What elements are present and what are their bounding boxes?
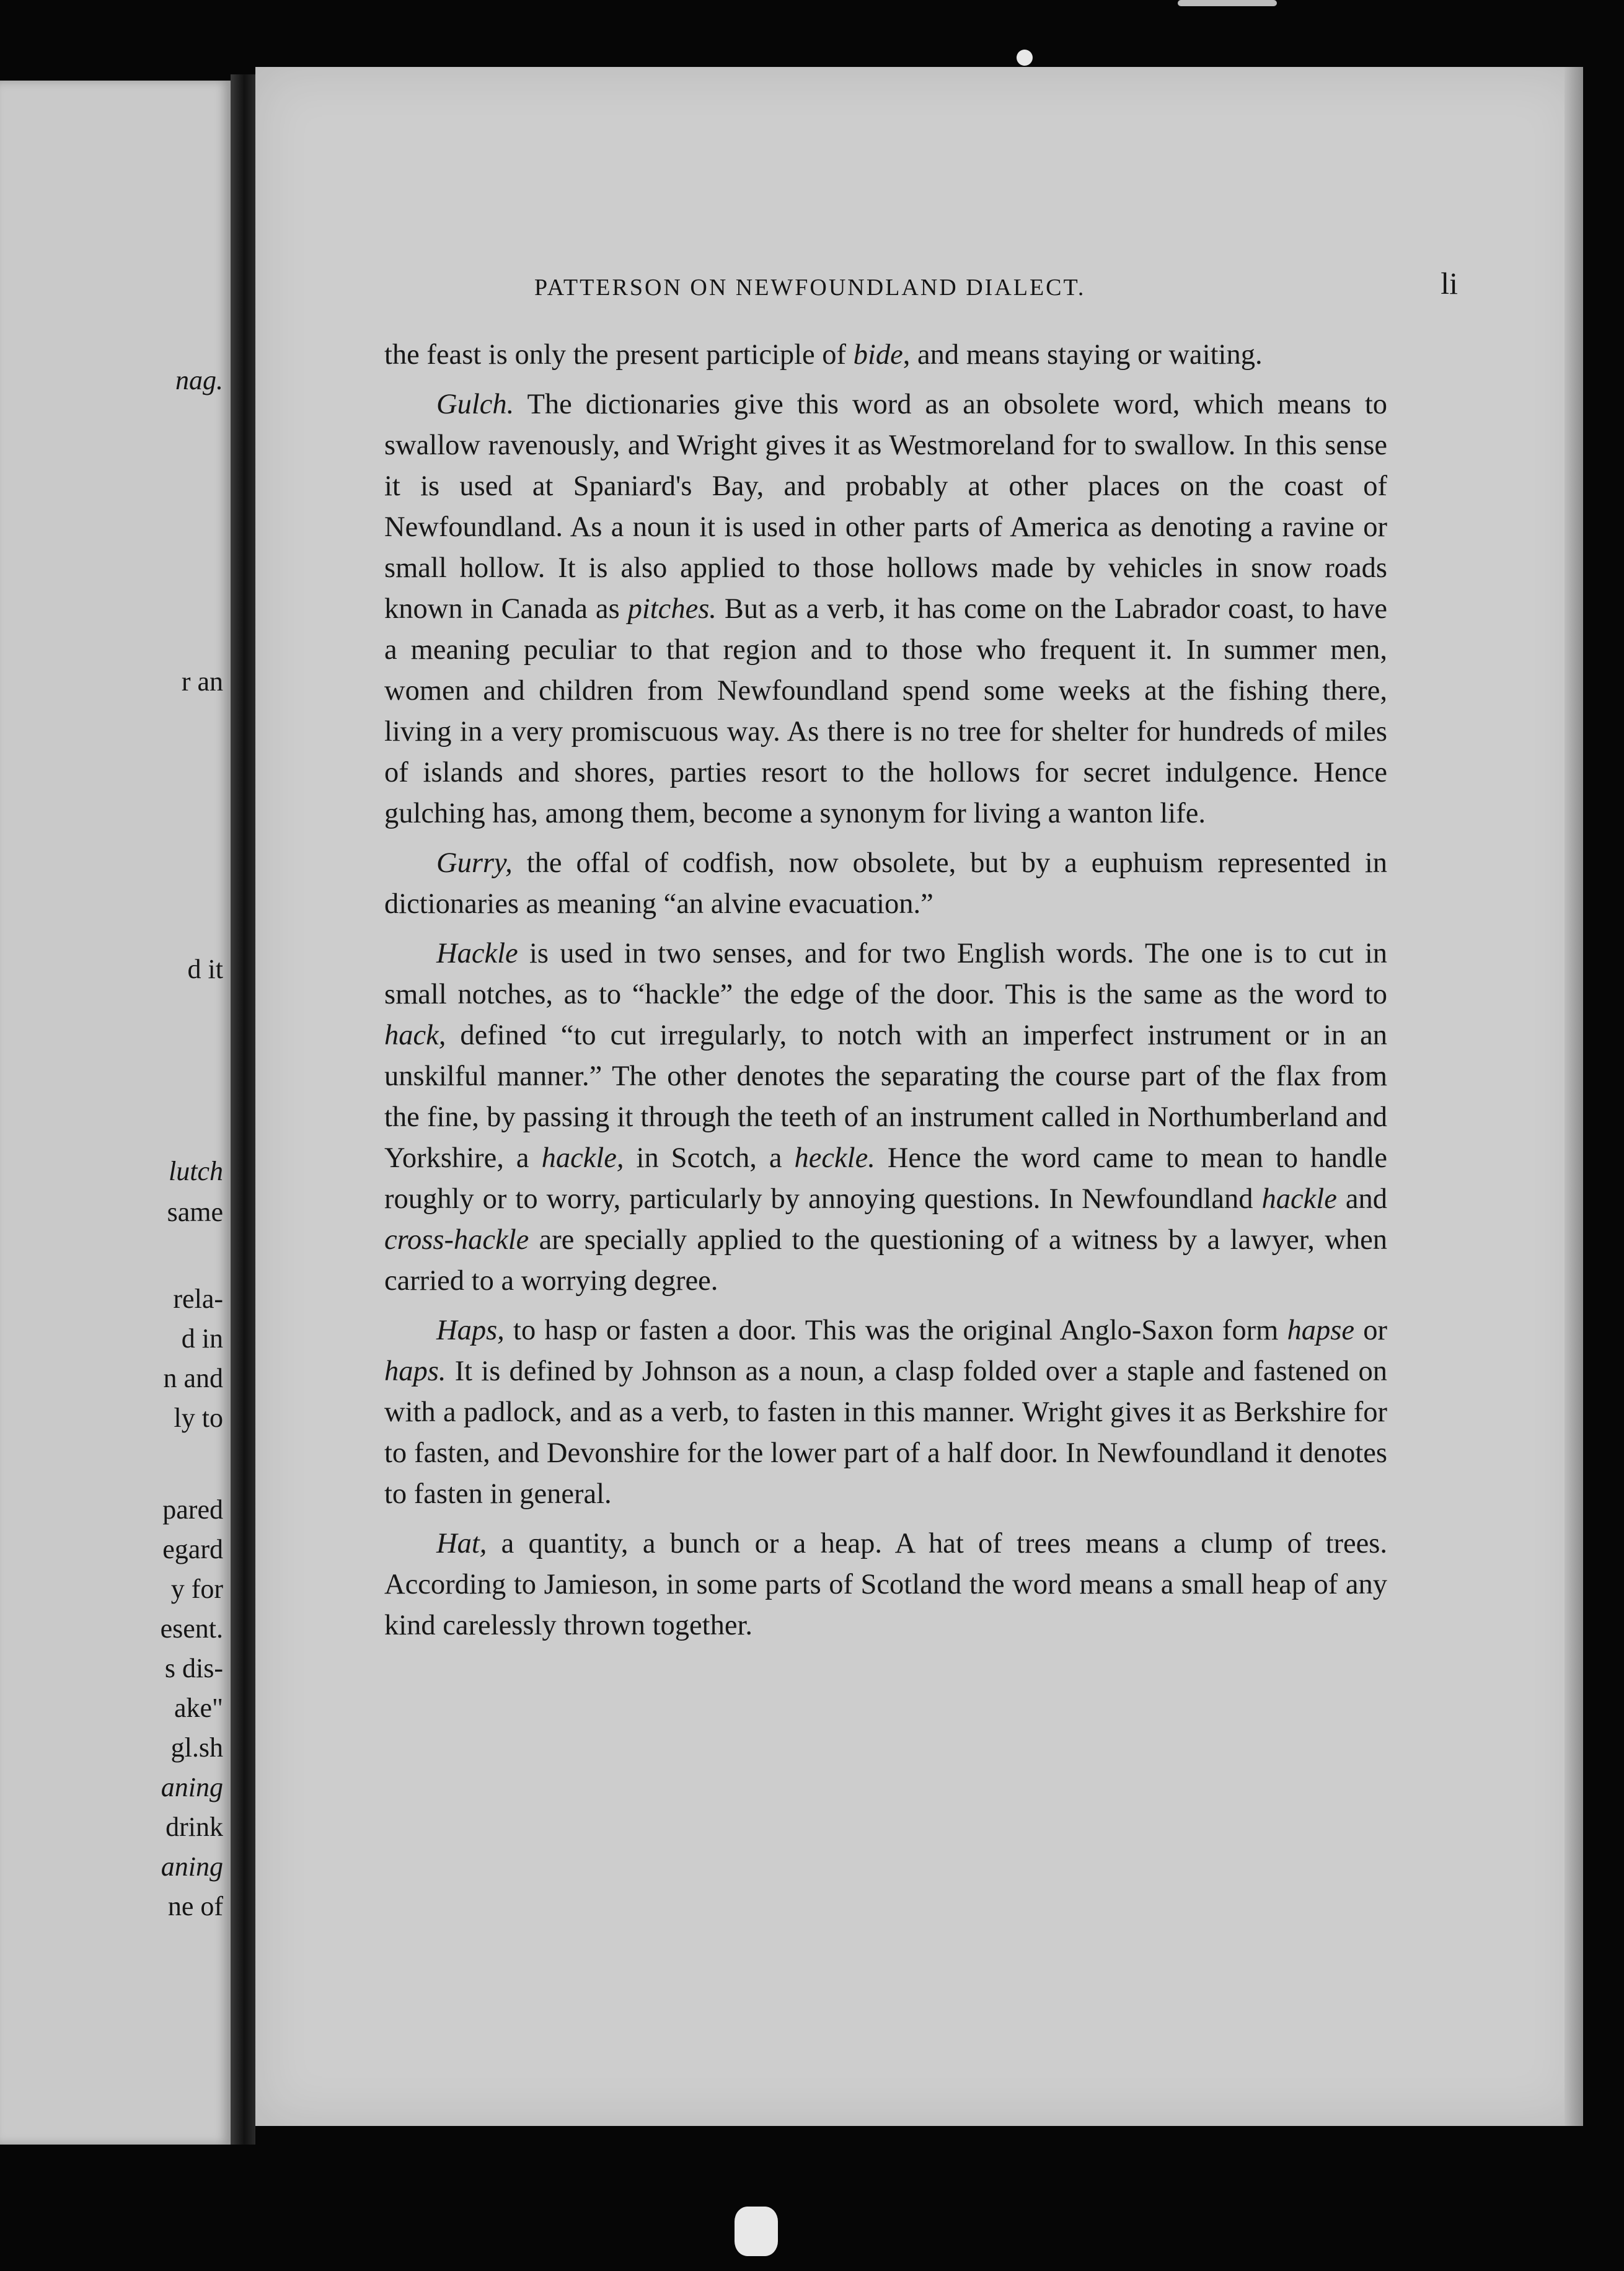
left-page-fragment: d in xyxy=(181,1323,223,1354)
left-page-fragment: drink xyxy=(165,1812,223,1842)
left-page-fragment: aning xyxy=(161,1851,223,1882)
entry-headword: Haps, xyxy=(436,1315,505,1346)
text-run: The dictionaries give this word as an obsolete word, which means to swallow ravenously, and Wright gives it as Westmoreland for to swallow. In this sense it is used at Spaniard's Bay, and probably at other places on the coast of Newfoundland. As a noun it is used in other parts of America as denoting a ravine or small hollow. It is also applied to those hollows made by vehicles in snow roads known in Canada as xyxy=(384,389,1387,625)
italic-term: hackle xyxy=(1261,1183,1337,1215)
italic-term: haps. xyxy=(384,1356,446,1387)
text-run: to hasp or fasten a door. This was the original Anglo-Saxon form xyxy=(504,1315,1287,1346)
left-page-fragment: s dis- xyxy=(164,1653,223,1683)
left-page-fragment: egard xyxy=(162,1534,223,1564)
book-page xyxy=(255,67,1583,2126)
text-run: or xyxy=(1354,1315,1387,1346)
left-page-fragment: nag. xyxy=(175,365,223,395)
left-page-fragment: esent. xyxy=(160,1613,223,1644)
entry-headword: Gurry, xyxy=(436,847,513,879)
left-page-fragment: rela- xyxy=(173,1284,223,1314)
page-header xyxy=(386,266,1458,310)
page-body xyxy=(384,335,1387,1646)
left-page-fragment: y for xyxy=(170,1574,223,1604)
facing-page xyxy=(0,81,231,2145)
text-run: and xyxy=(1336,1183,1388,1215)
left-page-fragment: gl.sh xyxy=(170,1732,223,1763)
text-run: the feast is only the present participle of xyxy=(384,339,854,371)
italic-term: hack, xyxy=(384,1020,446,1051)
italic-term: pitches. xyxy=(627,593,717,625)
text-run: is used in two senses, and for two English words. The one is to cut in small notches, as to “hackle” the edge of the door. This is the same as the word to xyxy=(384,938,1387,1010)
page-edge xyxy=(1564,67,1583,2126)
left-page-fragment: ake" xyxy=(174,1693,223,1723)
text-run: defined “to cut irregularly, to notch with an imperfect instrument or in an unskilful manner.” The other denotes the separating the course part of the flax from the fine, by passing it through the teeth of an instrument called in Northumberland and Yorkshire, a xyxy=(384,1020,1387,1174)
running-head: PATTERSON ON NEWFOUNDLAND DIALECT. xyxy=(534,275,1086,301)
left-page-fragment: same xyxy=(167,1197,223,1227)
left-page-fragment: ne of xyxy=(167,1891,223,1921)
entry-gulch xyxy=(384,384,1387,834)
left-page-fragment: r an xyxy=(181,666,223,697)
left-page-fragment: n and xyxy=(163,1363,223,1393)
left-page-fragment: pared xyxy=(162,1494,223,1525)
left-page-fragment: aning xyxy=(161,1772,223,1802)
page-number: li xyxy=(1441,266,1458,301)
entry-headword: Hackle xyxy=(436,938,518,969)
text-run: Hence the word came to mean to handle roughly or to worry, particularly by annoying questions. In Newfoundland xyxy=(384,1142,1387,1215)
continuation-paragraph xyxy=(384,335,1387,376)
entry-hackle xyxy=(384,933,1387,1302)
text-run: are specially applied to the questioning of a witness by a lawyer, when carried to a worrying degree. xyxy=(384,1224,1387,1297)
book-gutter xyxy=(231,74,255,2145)
text-run: in Scotch, a xyxy=(624,1142,795,1174)
italic-term: cross-hackle xyxy=(384,1224,529,1256)
entry-headword: Hat, xyxy=(436,1528,487,1559)
entry-hat xyxy=(384,1524,1387,1646)
scan-speck xyxy=(1178,0,1277,6)
italic-term: heckle. xyxy=(794,1142,875,1174)
left-page-fragment: lutch xyxy=(169,1156,223,1186)
text-run: the offal of codfish, now obsolete, but by a euphuism represented in dictionaries as meaning “an alvine evacuation.” xyxy=(384,847,1387,920)
entry-headword: Gulch. xyxy=(436,389,514,420)
text-run: It is defined by Johnson as a noun, a clasp folded over a staple and fastened on with a padlock, and as a verb, to fasten in this manner. Wright gives it as Berkshire for to fasten, and Devonshire for the lower part of a half door. In Newfoundland it denotes to fasten in general. xyxy=(384,1356,1387,1510)
scan-speck xyxy=(1017,50,1033,66)
text-run: , and means staying or waiting. xyxy=(902,339,1263,371)
left-page-fragment: ly to xyxy=(174,1403,223,1433)
left-page-fragment: d it xyxy=(187,954,223,984)
italic-term: hapse xyxy=(1287,1315,1354,1346)
scan-speck xyxy=(735,2207,778,2256)
italic-term: hackle, xyxy=(541,1142,624,1174)
entry-gurry xyxy=(384,843,1387,925)
text-run: But as a verb, it has come on the Labrador coast, to have a meaning peculiar to that region and to those who frequent it. In summer men, women and children from Newfoundland spend some weeks at the fishing there, living in a very promiscuous way. As there is no tree for shelter for hundreds of miles of islands and shores, parties resort to the hollows for secret indulgence. Hence gulching has, among them, become a synonym for living a wanton life. xyxy=(384,593,1388,829)
entry-haps xyxy=(384,1310,1387,1515)
text-run: a quantity, a bunch or a heap. A hat of trees means a clump of trees. According to Jamieson, in some parts of Scotland the word means a small heap of any kind carelessly thrown together. xyxy=(384,1528,1387,1641)
italic-term: bide xyxy=(853,339,903,371)
